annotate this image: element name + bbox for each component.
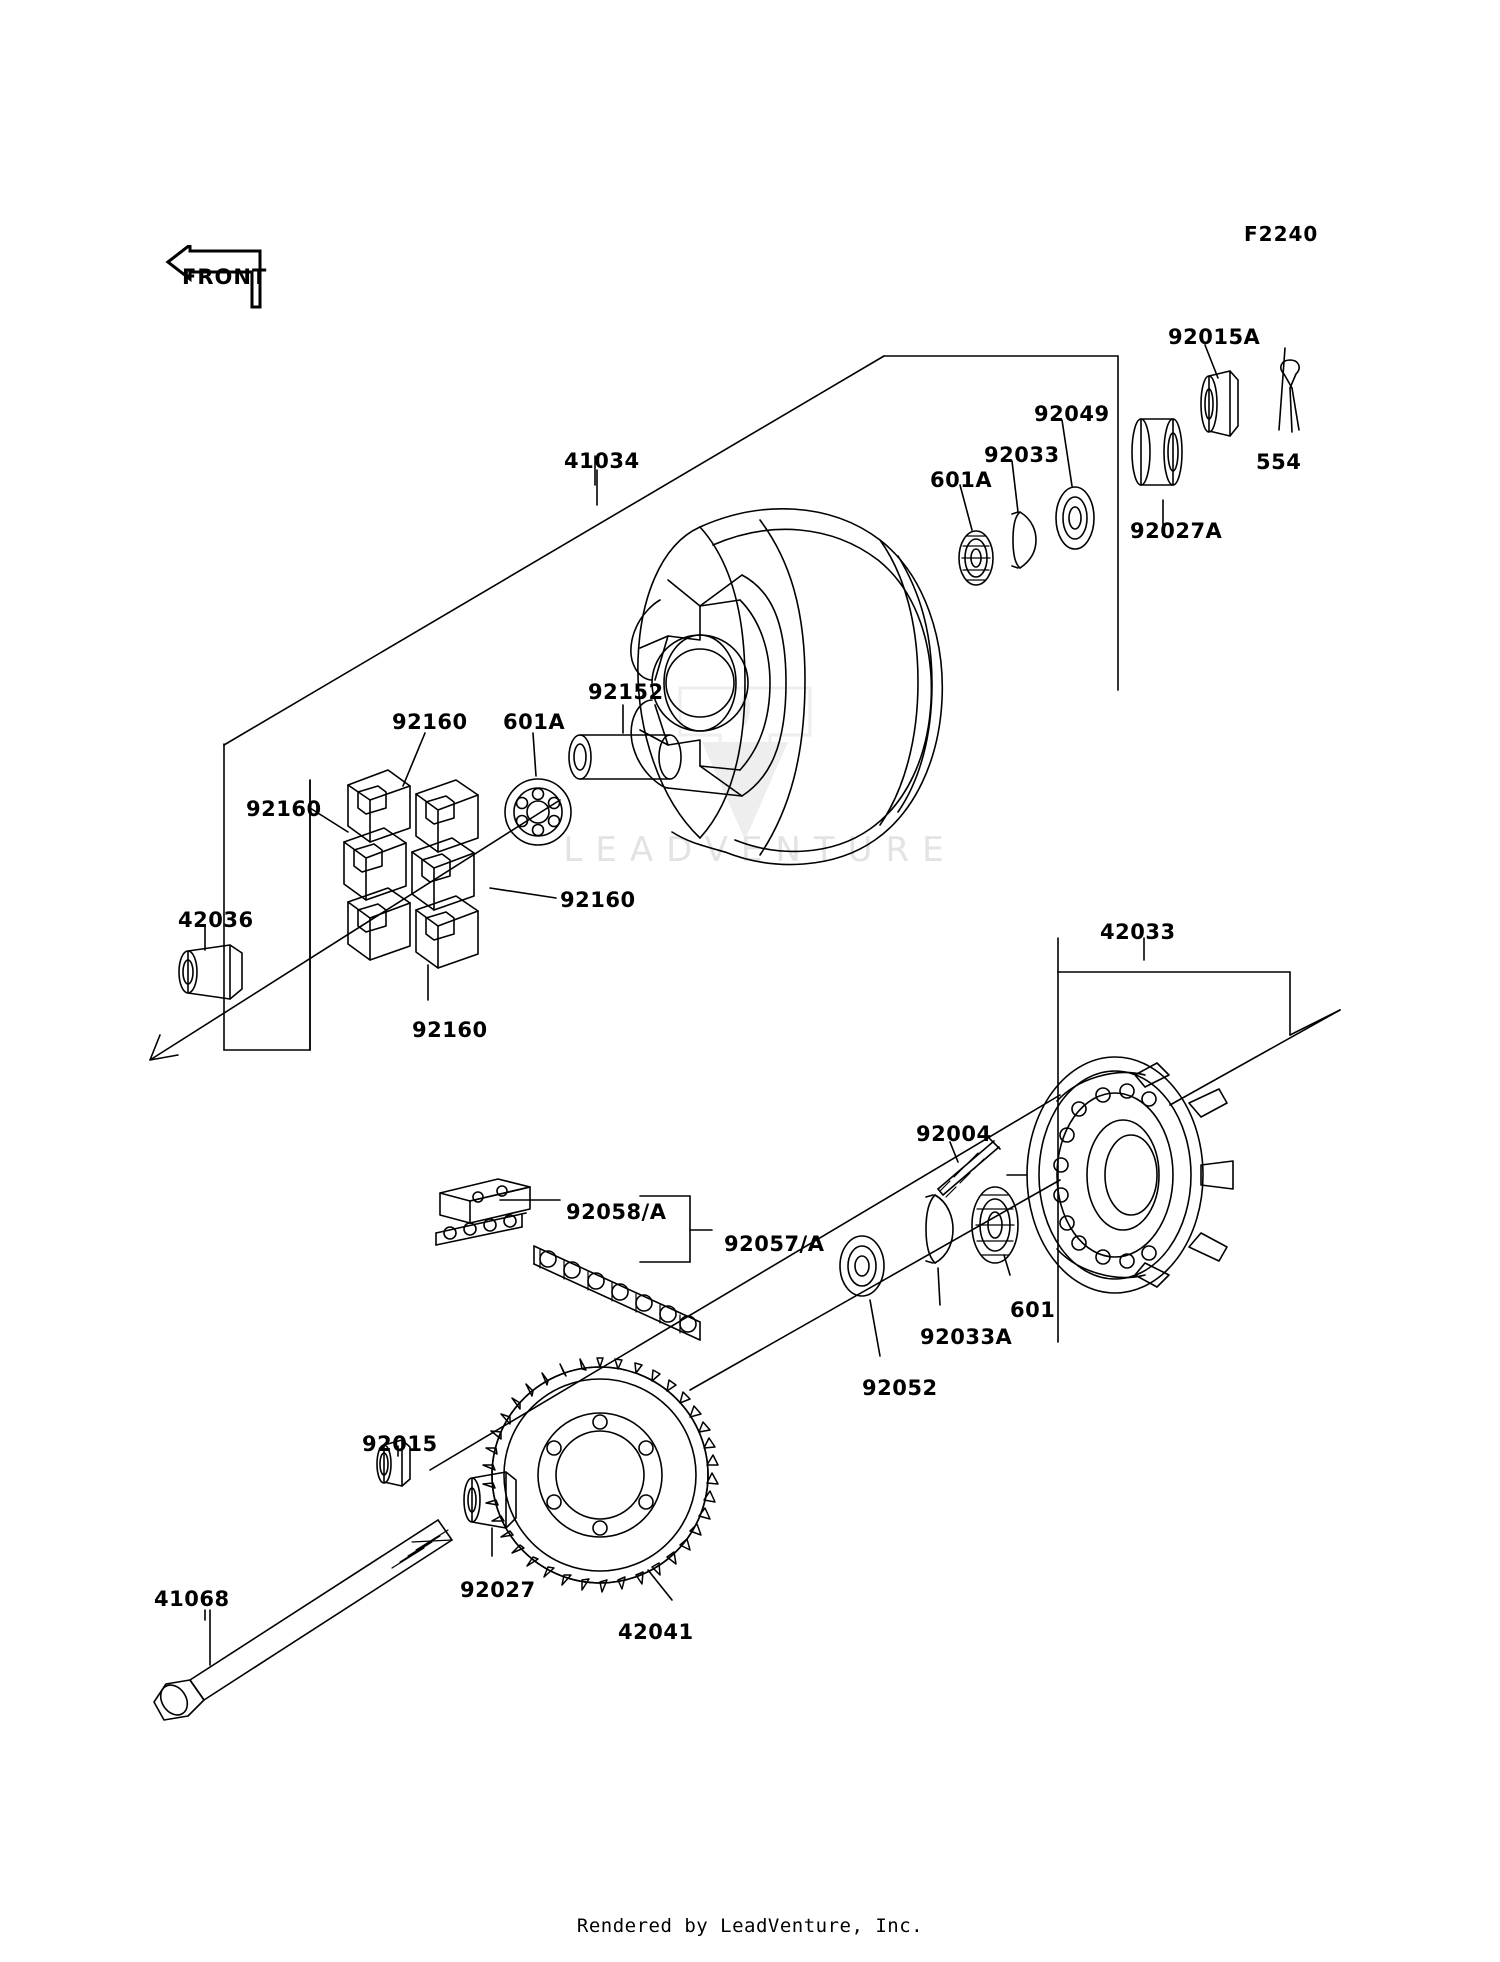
part-label-92027[interactable]: 92027 (460, 1578, 536, 1602)
part-label-601A-top[interactable]: 601A (930, 468, 993, 492)
sheet-code: F2240 (1244, 222, 1319, 246)
part-label-554[interactable]: 554 (1256, 450, 1302, 474)
part-label-42041[interactable]: 42041 (618, 1620, 694, 1644)
part-label-92049[interactable]: 92049 (1034, 402, 1110, 426)
front-label: FRONT (182, 265, 268, 289)
part-label-92004[interactable]: 92004 (916, 1122, 992, 1146)
part-label-92027A[interactable]: 92027A (1130, 519, 1223, 543)
part-label-92160-a[interactable]: 92160 (392, 710, 468, 734)
watermark-text: LEADVENTURE (563, 830, 957, 870)
part-label-92057A[interactable]: 92057/A (724, 1232, 825, 1256)
part-label-92052[interactable]: 92052 (862, 1376, 938, 1400)
part-label-601A-mid[interactable]: 601A (503, 710, 566, 734)
part-label-92033A[interactable]: 92033A (920, 1325, 1013, 1349)
part-label-92033[interactable]: 92033 (984, 443, 1060, 467)
part-label-92152[interactable]: 92152 (588, 680, 664, 704)
part-label-42033[interactable]: 42033 (1100, 920, 1176, 944)
part-label-41068[interactable]: 41068 (154, 1587, 230, 1611)
part-label-601[interactable]: 601 (1010, 1298, 1056, 1322)
part-label-92160-b[interactable]: 92160 (246, 797, 322, 821)
part-label-92015[interactable]: 92015 (362, 1432, 438, 1456)
part-label-92160-c[interactable]: 92160 (560, 888, 636, 912)
part-label-92160-d[interactable]: 92160 (412, 1018, 488, 1042)
part-label-42036[interactable]: 42036 (178, 908, 254, 932)
part-label-92015A[interactable]: 92015A (1168, 325, 1261, 349)
footer-credit: Rendered by LeadVenture, Inc. (576, 1915, 924, 1937)
part-label-41034[interactable]: 41034 (564, 449, 640, 473)
part-label-92058A[interactable]: 92058/A (566, 1200, 667, 1224)
